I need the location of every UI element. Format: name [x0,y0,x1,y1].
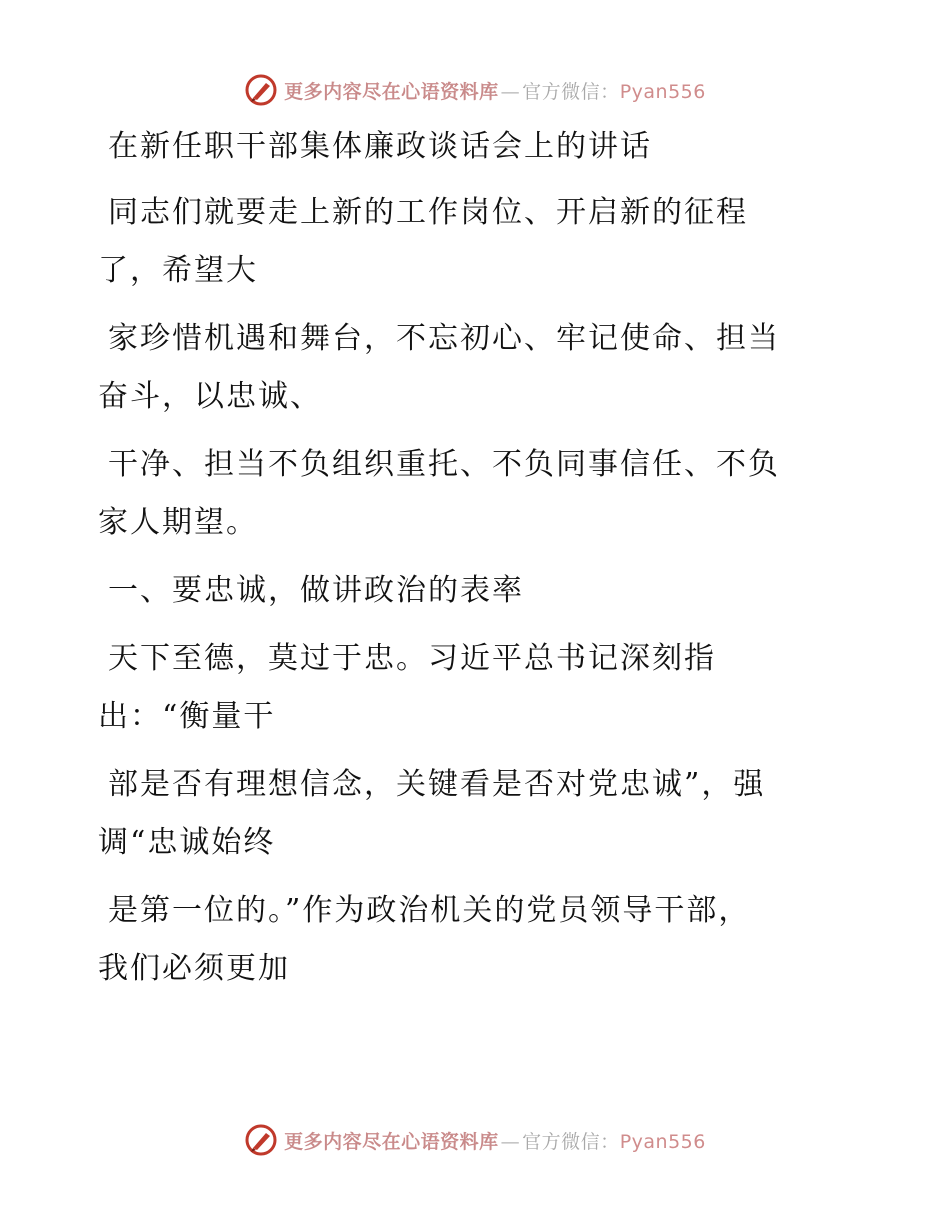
paragraph-6 [98,882,838,998]
paragraph-line: 奋斗，以忠诚、 [98,379,322,414]
pen-logo-icon [244,1123,278,1157]
paragraph-2 [98,310,838,426]
watermark-separator: — [500,80,521,103]
paragraph-3 [98,436,838,552]
paragraph-4 [98,630,838,746]
paragraph-line: 部是否有理想信念，关键看是否对党忠诚”，强 [108,767,766,802]
section-heading-1 [98,562,838,620]
watermark-id: Pyan556 [619,80,706,103]
watermark-separator: — [500,1130,521,1153]
watermark-main: 更多内容尽在心语资料库 [284,80,499,103]
paragraph-line: 同志们就要走上新的工作岗位、开启新的征程 [108,195,748,230]
document-title: 在新任职干部集体廉政谈话会上的讲话 [108,129,652,164]
paragraph-line: 家人期望。 [98,505,258,540]
watermark-id: Pyan556 [619,1130,706,1153]
paragraph-line: 我们必须更加 [98,951,290,986]
watermark-text [284,1127,706,1154]
heading-text: 一、要忠诚，做讲政治的表率 [108,573,524,608]
paragraph-1 [98,184,838,300]
pen-logo-icon [244,73,278,107]
watermark-label: 官方微信： [522,1130,620,1153]
paragraph-line: 出：“衡量干 [98,699,276,734]
watermark-main: 更多内容尽在心语资料库 [284,1130,499,1153]
watermark-text [284,77,706,104]
footer-watermark [0,1120,950,1160]
paragraph-5 [98,756,838,872]
paragraph-line: 家珍惜机遇和舞台，不忘初心、牢记使命、担当 [108,321,780,356]
document-body [98,118,838,1008]
paragraph-line: 天下至德，莫过于忠。习近平总书记深刻指 [108,641,716,676]
header-watermark [0,70,950,110]
paragraph-line: 干净、担当不负组织重托、不负同事信任、不负 [108,447,780,482]
watermark-label: 官方微信： [522,80,620,103]
paragraph-line: 了，希望大 [98,253,258,288]
paragraph-line: 调“忠诚始终 [98,825,276,860]
paragraph-line: 是第一位的。”作为政治机关的党员领导干部， [108,893,751,928]
